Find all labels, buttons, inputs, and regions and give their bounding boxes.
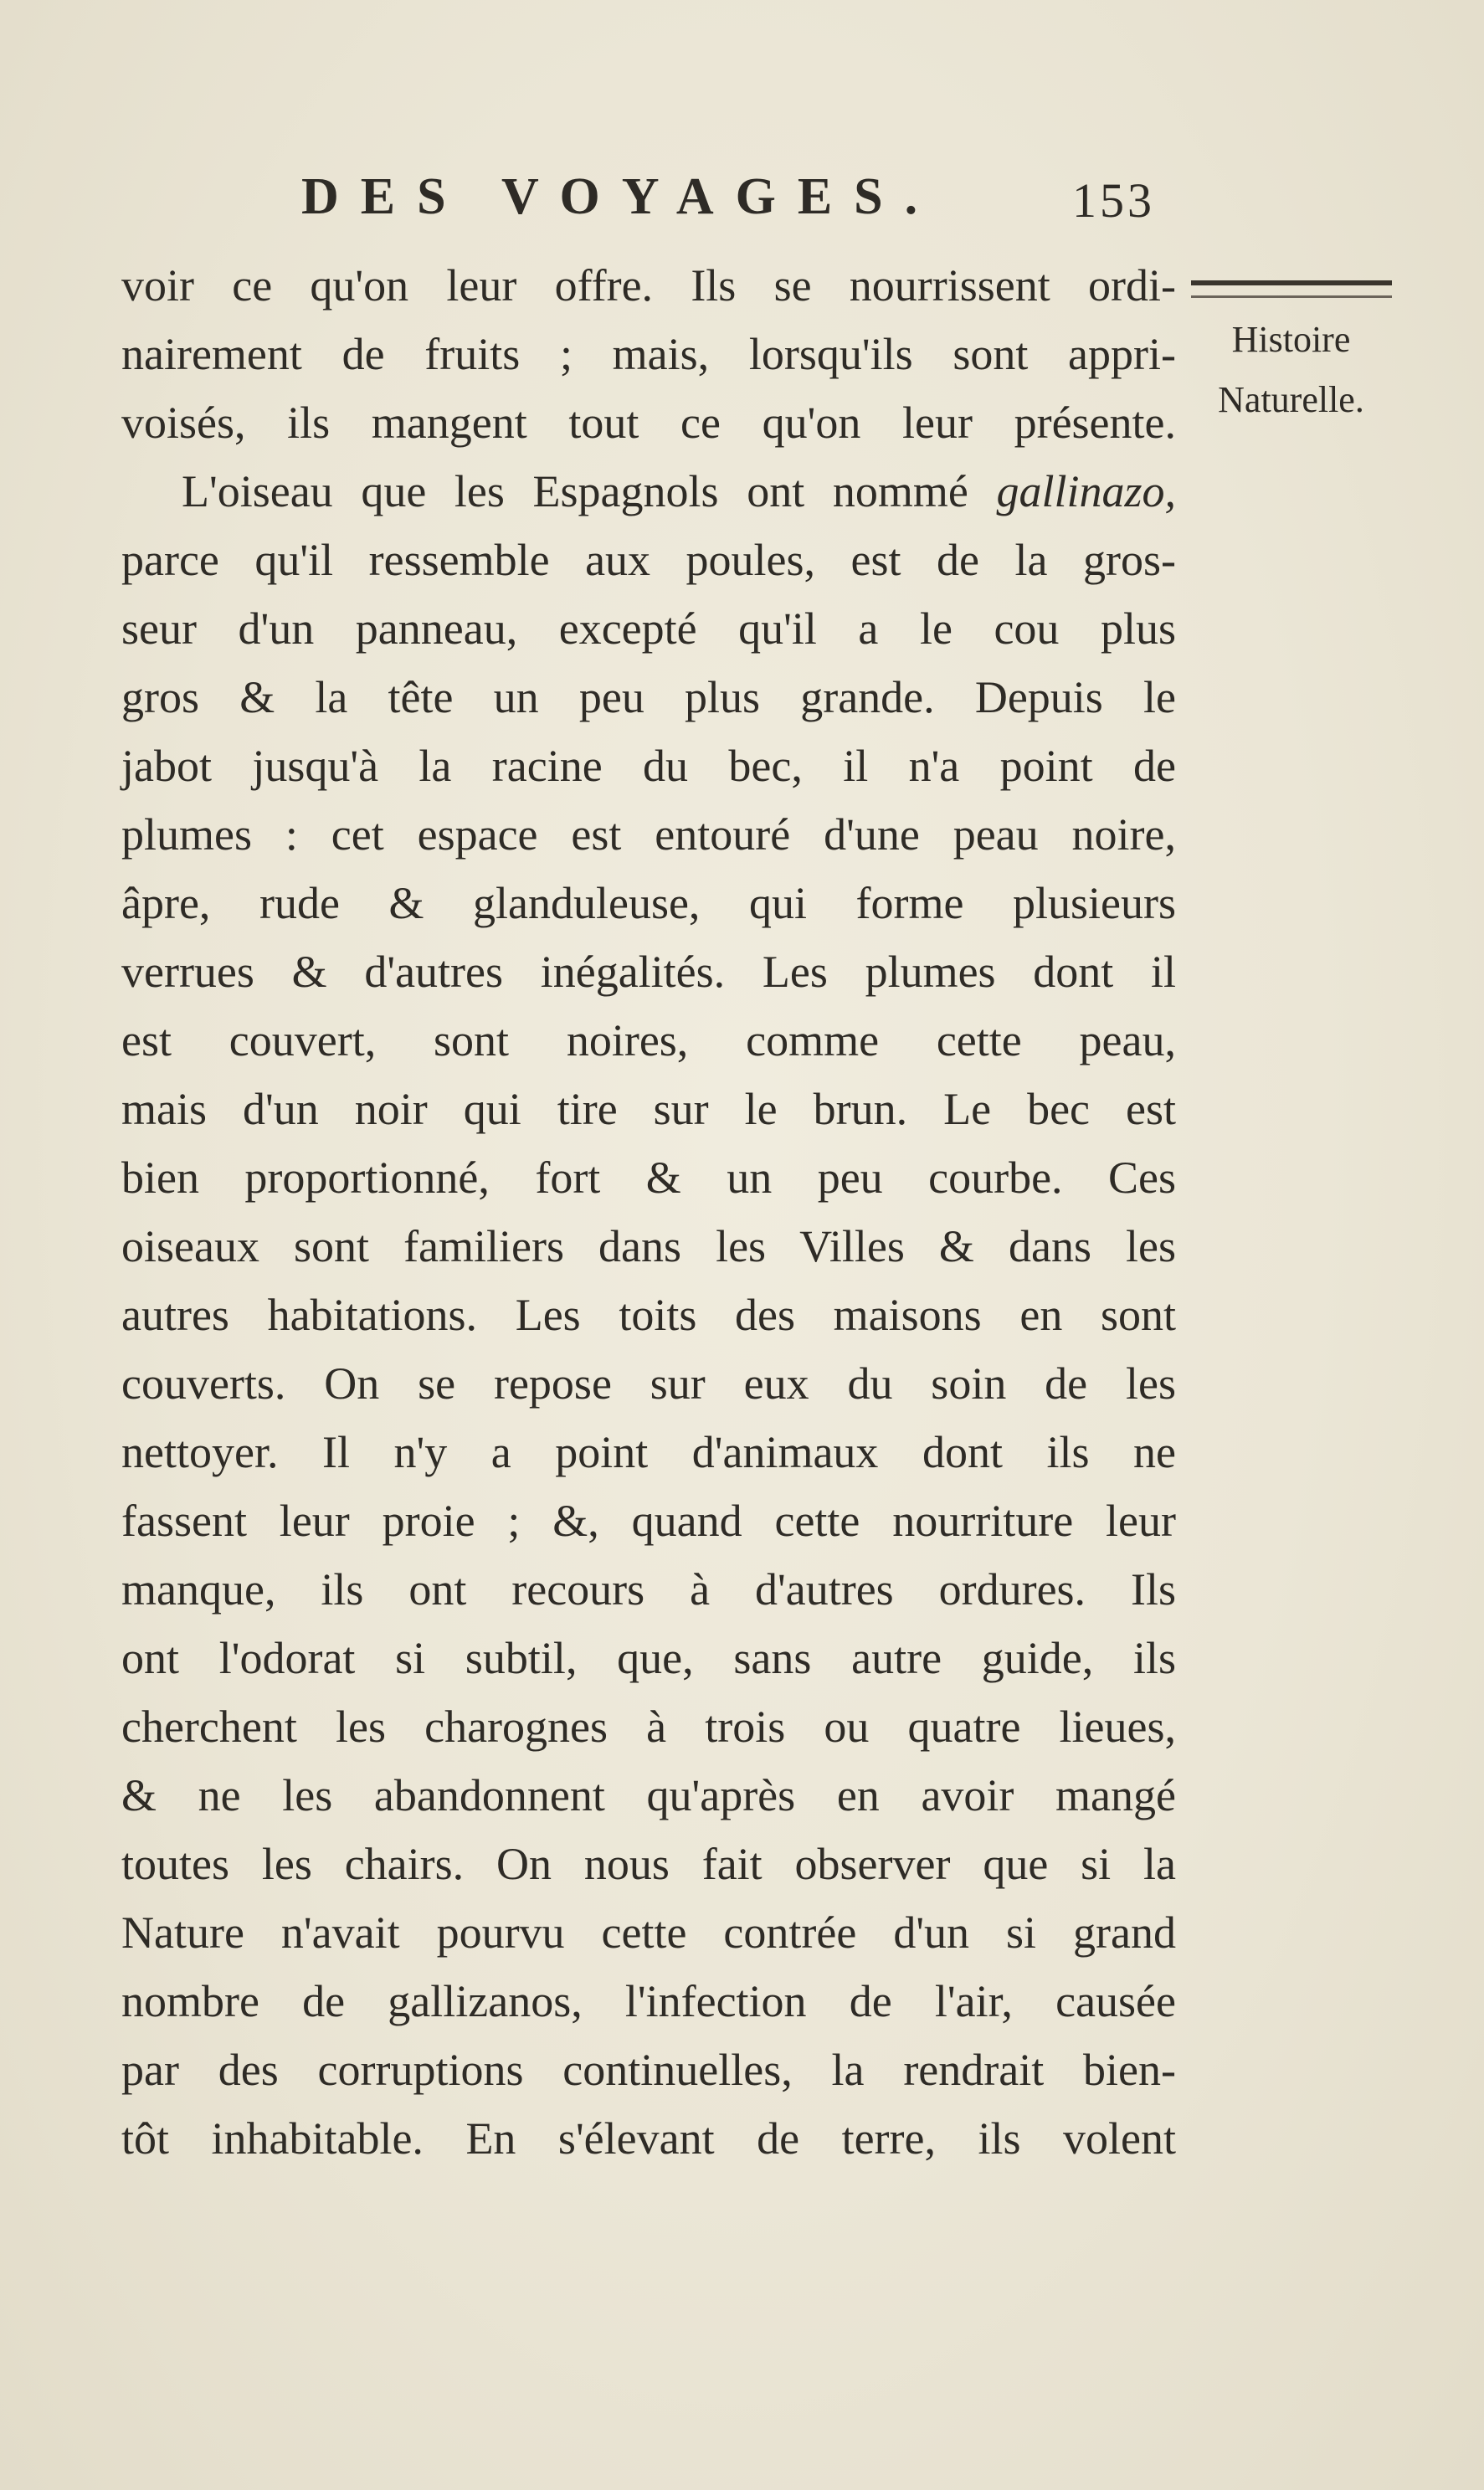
running-head: DES VOYAGES.	[301, 168, 940, 225]
text-line: tôt inhabitable. En s'élevant de terre, ils volent	[121, 2113, 1176, 2164]
text-fragment: L'oiseau que les Espagnols ont nommé	[182, 466, 968, 516]
text-line: seur d'un panneau, excepté qu'il a le cou plus	[121, 603, 1176, 654]
text-line: mais d'un noir qui tire sur le brun. Le bec est	[121, 1084, 1176, 1134]
text-line: fassent leur proie ; &, quand cette nourriture leur	[121, 1496, 1176, 1546]
margin-note-line-2: Naturelle.	[1218, 379, 1364, 420]
text-line: ont l'odorat si subtil, que, sans autre guide, ils	[121, 1633, 1176, 1683]
text-line: bien proportionné, fort & un peu courbe. Ces	[121, 1153, 1176, 1203]
text-line: par des corruptions continuelles, la rendrait bien-	[121, 2045, 1176, 2095]
text-line: âpre, rude & glanduleuse, qui forme plusieurs	[121, 878, 1176, 928]
text-line: nettoyer. Il n'y a point d'animaux dont ils ne	[121, 1427, 1176, 1477]
margin-note-line-1: Histoire	[1231, 319, 1351, 360]
text-line: nombre de gallizanos, l'infection de l'air, causée	[121, 1976, 1176, 2026]
text-line: gros & la tête un peu plus grande. Depuis le	[121, 672, 1176, 722]
text-line: jabot jusqu'à la racine du bec, il n'a point de	[121, 741, 1176, 791]
paragraph-start-line	[121, 457, 1176, 526]
italic-term: gallinazo,	[996, 466, 1176, 516]
text-line: oiseaux sont familiers dans les Villes & dans les	[121, 1221, 1176, 1271]
text-line: voir ce qu'on leur offre. Ils se nourrissent ordi-	[121, 260, 1176, 311]
page-number: 153	[1072, 173, 1155, 228]
text-line: cherchent les charognes à trois ou quatre lieues,	[121, 1702, 1176, 1752]
text-line: parce qu'il ressemble aux poules, est de la gros-	[121, 535, 1176, 585]
page-header	[301, 167, 1155, 243]
text-line: est couvert, sont noires, comme cette peau,	[121, 1015, 1176, 1065]
text-line: verrues & d'autres inégalités. Les plumes dont il	[121, 947, 1176, 997]
text-line: plumes : cet espace est entouré d'une peau noire,	[121, 809, 1176, 860]
text-line: manque, ils ont recours à d'autres ordures. Ils	[121, 1564, 1176, 1615]
margin-note	[1189, 280, 1394, 430]
text-line: Nature n'avait pourvu cette contrée d'un si grand	[121, 1907, 1176, 1958]
text-line: toutes les chairs. On nous fait observer que si la	[121, 1839, 1176, 1889]
text-line: nairement de fruits ; mais, lorsqu'ils sont appri-	[121, 329, 1176, 379]
text-line: & ne les abandonnent qu'après en avoir mangé	[121, 1770, 1176, 1820]
body-text	[121, 251, 1176, 2173]
text-line: voisés, ils mangent tout ce qu'on leur présente.	[121, 398, 1176, 448]
text-line: couverts. On se repose sur eux du soin de les	[121, 1358, 1176, 1409]
text-line: autres habitations. Les toits des maisons en sont	[121, 1290, 1176, 1340]
margin-rule	[1191, 280, 1392, 298]
